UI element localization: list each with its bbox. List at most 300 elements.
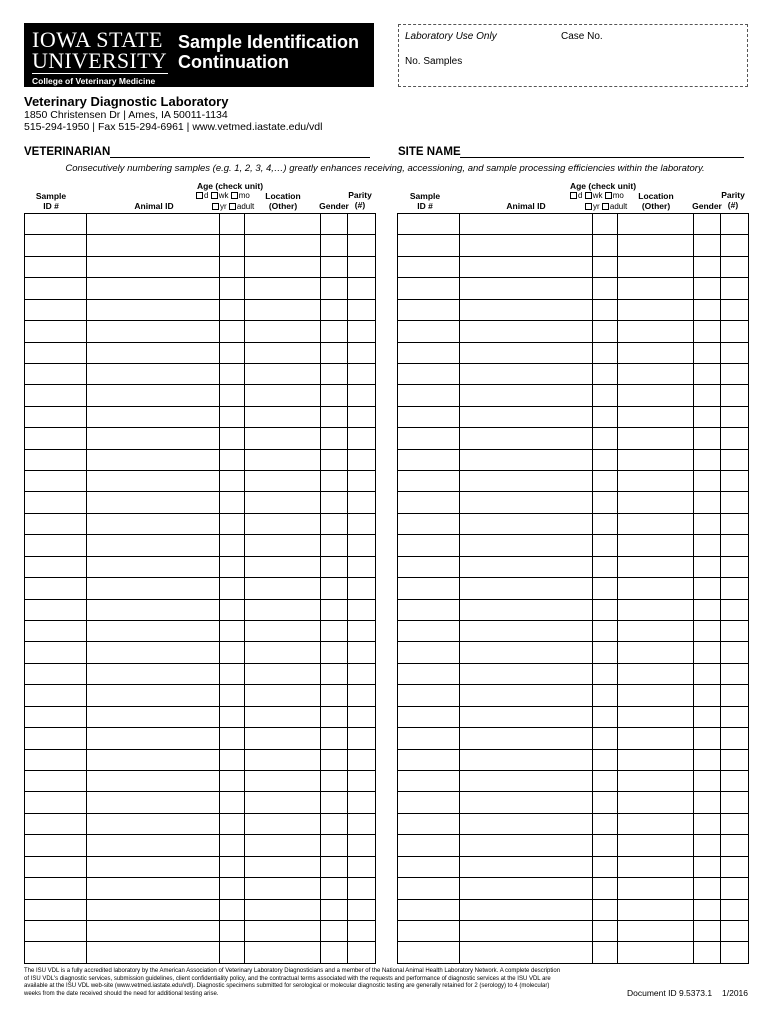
cell-age[interactable] (593, 835, 618, 856)
cell-animal-id[interactable] (87, 792, 220, 813)
cell-animal-id[interactable] (460, 835, 593, 856)
cell-sample-id[interactable] (398, 749, 460, 770)
cell-gender[interactable] (694, 406, 721, 427)
cell-gender[interactable] (694, 813, 721, 834)
cell-location[interactable] (618, 920, 694, 941)
cell-age[interactable] (593, 385, 618, 406)
cell-location[interactable] (618, 878, 694, 899)
cell-gender[interactable] (694, 471, 721, 492)
cell-gender[interactable] (321, 899, 348, 920)
cell-sample-id[interactable] (398, 899, 460, 920)
cell-gender[interactable] (321, 770, 348, 791)
cell-sample-id[interactable] (25, 728, 87, 749)
cell-gender[interactable] (321, 728, 348, 749)
cell-sample-id[interactable] (25, 449, 87, 470)
cell-sample-id[interactable] (398, 856, 460, 877)
cell-location[interactable] (618, 299, 694, 320)
cell-sample-id[interactable] (398, 920, 460, 941)
cell-age[interactable] (220, 706, 245, 727)
cell-gender[interactable] (694, 728, 721, 749)
checkbox-year[interactable] (212, 203, 219, 210)
cell-age[interactable] (220, 406, 245, 427)
cell-sample-id[interactable] (398, 878, 460, 899)
cell-location[interactable] (618, 685, 694, 706)
checkbox-year[interactable] (585, 203, 592, 210)
cell-parity[interactable] (348, 535, 376, 556)
cell-sample-id[interactable] (25, 278, 87, 299)
cell-animal-id[interactable] (460, 492, 593, 513)
cell-parity[interactable] (348, 299, 376, 320)
cell-age[interactable] (220, 770, 245, 791)
cell-gender[interactable] (694, 599, 721, 620)
cell-parity[interactable] (721, 406, 749, 427)
cell-animal-id[interactable] (460, 449, 593, 470)
checkbox-day[interactable] (196, 192, 203, 199)
cell-location[interactable] (245, 214, 321, 235)
cell-parity[interactable] (348, 685, 376, 706)
cell-age[interactable] (220, 920, 245, 941)
cell-age[interactable] (220, 513, 245, 534)
cell-animal-id[interactable] (87, 813, 220, 834)
cell-age[interactable] (220, 728, 245, 749)
cell-animal-id[interactable] (460, 770, 593, 791)
cell-sample-id[interactable] (398, 471, 460, 492)
cell-gender[interactable] (694, 214, 721, 235)
cell-animal-id[interactable] (87, 406, 220, 427)
cell-sample-id[interactable] (25, 342, 87, 363)
cell-age[interactable] (593, 663, 618, 684)
cell-animal-id[interactable] (460, 642, 593, 663)
cell-age[interactable] (593, 599, 618, 620)
cell-gender[interactable] (694, 556, 721, 577)
cell-gender[interactable] (694, 792, 721, 813)
cell-sample-id[interactable] (398, 235, 460, 256)
cell-parity[interactable] (348, 406, 376, 427)
cell-animal-id[interactable] (87, 942, 220, 963)
cell-age[interactable] (220, 235, 245, 256)
cell-age[interactable] (593, 428, 618, 449)
cell-location[interactable] (618, 428, 694, 449)
cell-age[interactable] (593, 706, 618, 727)
checkbox-week[interactable] (211, 192, 218, 199)
cell-location[interactable] (245, 428, 321, 449)
cell-parity[interactable] (348, 235, 376, 256)
cell-animal-id[interactable] (460, 535, 593, 556)
cell-age[interactable] (593, 214, 618, 235)
cell-location[interactable] (245, 471, 321, 492)
cell-sample-id[interactable] (25, 214, 87, 235)
cell-location[interactable] (245, 406, 321, 427)
cell-animal-id[interactable] (87, 920, 220, 941)
cell-gender[interactable] (321, 685, 348, 706)
cell-parity[interactable] (721, 299, 749, 320)
cell-location[interactable] (245, 728, 321, 749)
cell-parity[interactable] (348, 642, 376, 663)
cell-location[interactable] (618, 621, 694, 642)
cell-location[interactable] (618, 749, 694, 770)
cell-animal-id[interactable] (87, 899, 220, 920)
cell-location[interactable] (245, 449, 321, 470)
cell-animal-id[interactable] (460, 792, 593, 813)
cell-age[interactable] (593, 685, 618, 706)
cell-gender[interactable] (321, 556, 348, 577)
cell-parity[interactable] (721, 214, 749, 235)
cell-location[interactable] (618, 599, 694, 620)
cell-animal-id[interactable] (460, 813, 593, 834)
cell-age[interactable] (593, 556, 618, 577)
cell-animal-id[interactable] (460, 942, 593, 963)
cell-location[interactable] (245, 556, 321, 577)
cell-location[interactable] (245, 813, 321, 834)
cell-parity[interactable] (721, 278, 749, 299)
cell-age[interactable] (220, 449, 245, 470)
cell-location[interactable] (618, 363, 694, 384)
cell-gender[interactable] (694, 878, 721, 899)
cell-animal-id[interactable] (87, 214, 220, 235)
site-name-input-line[interactable] (460, 157, 744, 158)
cell-gender[interactable] (694, 685, 721, 706)
cell-animal-id[interactable] (460, 278, 593, 299)
cell-age[interactable] (220, 256, 245, 277)
cell-sample-id[interactable] (25, 599, 87, 620)
cell-animal-id[interactable] (460, 385, 593, 406)
cell-gender[interactable] (321, 878, 348, 899)
cell-gender[interactable] (694, 299, 721, 320)
cell-age[interactable] (593, 535, 618, 556)
cell-sample-id[interactable] (398, 406, 460, 427)
cell-gender[interactable] (321, 342, 348, 363)
cell-location[interactable] (245, 363, 321, 384)
cell-age[interactable] (220, 471, 245, 492)
cell-sample-id[interactable] (25, 770, 87, 791)
cell-age[interactable] (220, 792, 245, 813)
cell-gender[interactable] (321, 642, 348, 663)
cell-parity[interactable] (348, 278, 376, 299)
cell-sample-id[interactable] (25, 556, 87, 577)
cell-animal-id[interactable] (87, 770, 220, 791)
cell-parity[interactable] (721, 342, 749, 363)
cell-animal-id[interactable] (87, 256, 220, 277)
cell-sample-id[interactable] (398, 428, 460, 449)
cell-sample-id[interactable] (25, 663, 87, 684)
cell-age[interactable] (220, 878, 245, 899)
cell-parity[interactable] (721, 942, 749, 963)
cell-age[interactable] (220, 428, 245, 449)
cell-gender[interactable] (694, 706, 721, 727)
cell-age[interactable] (220, 942, 245, 963)
cell-age[interactable] (220, 749, 245, 770)
cell-gender[interactable] (321, 578, 348, 599)
cell-parity[interactable] (348, 599, 376, 620)
cell-age[interactable] (220, 578, 245, 599)
cell-sample-id[interactable] (25, 899, 87, 920)
cell-location[interactable] (245, 492, 321, 513)
case-no-field[interactable]: Case No. (561, 31, 603, 42)
cell-parity[interactable] (348, 621, 376, 642)
cell-animal-id[interactable] (460, 599, 593, 620)
cell-parity[interactable] (721, 535, 749, 556)
cell-gender[interactable] (694, 256, 721, 277)
cell-gender[interactable] (321, 214, 348, 235)
cell-location[interactable] (245, 878, 321, 899)
cell-sample-id[interactable] (25, 363, 87, 384)
cell-animal-id[interactable] (87, 449, 220, 470)
cell-animal-id[interactable] (87, 878, 220, 899)
cell-parity[interactable] (348, 813, 376, 834)
cell-location[interactable] (618, 835, 694, 856)
cell-location[interactable] (618, 256, 694, 277)
cell-parity[interactable] (721, 770, 749, 791)
cell-age[interactable] (593, 749, 618, 770)
cell-sample-id[interactable] (398, 792, 460, 813)
cell-age[interactable] (593, 406, 618, 427)
cell-animal-id[interactable] (460, 513, 593, 534)
cell-gender[interactable] (321, 449, 348, 470)
cell-sample-id[interactable] (25, 406, 87, 427)
cell-parity[interactable] (348, 899, 376, 920)
cell-age[interactable] (593, 513, 618, 534)
cell-animal-id[interactable] (460, 321, 593, 342)
cell-gender[interactable] (321, 599, 348, 620)
cell-gender[interactable] (694, 770, 721, 791)
cell-gender[interactable] (694, 513, 721, 534)
cell-animal-id[interactable] (87, 706, 220, 727)
cell-location[interactable] (618, 728, 694, 749)
cell-sample-id[interactable] (398, 342, 460, 363)
cell-age[interactable] (220, 535, 245, 556)
cell-parity[interactable] (348, 342, 376, 363)
cell-animal-id[interactable] (460, 856, 593, 877)
cell-parity[interactable] (348, 942, 376, 963)
cell-gender[interactable] (694, 363, 721, 384)
cell-sample-id[interactable] (25, 492, 87, 513)
cell-location[interactable] (245, 599, 321, 620)
cell-location[interactable] (245, 749, 321, 770)
cell-location[interactable] (618, 663, 694, 684)
cell-sample-id[interactable] (25, 642, 87, 663)
cell-sample-id[interactable] (398, 513, 460, 534)
cell-gender[interactable] (321, 513, 348, 534)
cell-location[interactable] (618, 449, 694, 470)
cell-age[interactable] (593, 471, 618, 492)
cell-sample-id[interactable] (398, 535, 460, 556)
cell-age[interactable] (593, 256, 618, 277)
cell-location[interactable] (245, 792, 321, 813)
cell-age[interactable] (220, 321, 245, 342)
cell-animal-id[interactable] (87, 385, 220, 406)
cell-animal-id[interactable] (87, 235, 220, 256)
cell-animal-id[interactable] (87, 321, 220, 342)
cell-parity[interactable] (348, 878, 376, 899)
cell-gender[interactable] (321, 406, 348, 427)
cell-sample-id[interactable] (25, 706, 87, 727)
cell-parity[interactable] (348, 321, 376, 342)
cell-age[interactable] (220, 385, 245, 406)
cell-animal-id[interactable] (460, 621, 593, 642)
cell-parity[interactable] (348, 749, 376, 770)
cell-animal-id[interactable] (460, 920, 593, 941)
cell-location[interactable] (245, 578, 321, 599)
cell-gender[interactable] (694, 621, 721, 642)
cell-parity[interactable] (721, 899, 749, 920)
cell-sample-id[interactable] (398, 449, 460, 470)
cell-gender[interactable] (694, 385, 721, 406)
cell-age[interactable] (220, 492, 245, 513)
cell-sample-id[interactable] (398, 321, 460, 342)
cell-gender[interactable] (694, 642, 721, 663)
cell-sample-id[interactable] (25, 813, 87, 834)
cell-animal-id[interactable] (87, 299, 220, 320)
cell-location[interactable] (618, 642, 694, 663)
cell-animal-id[interactable] (460, 363, 593, 384)
checkbox-day[interactable] (570, 192, 577, 199)
cell-location[interactable] (245, 235, 321, 256)
cell-location[interactable] (618, 321, 694, 342)
cell-age[interactable] (220, 599, 245, 620)
cell-animal-id[interactable] (460, 578, 593, 599)
cell-location[interactable] (245, 835, 321, 856)
cell-gender[interactable] (694, 492, 721, 513)
cell-parity[interactable] (721, 449, 749, 470)
cell-location[interactable] (245, 920, 321, 941)
cell-gender[interactable] (321, 235, 348, 256)
checkbox-month[interactable] (605, 192, 612, 199)
cell-animal-id[interactable] (87, 599, 220, 620)
cell-gender[interactable] (694, 942, 721, 963)
cell-parity[interactable] (348, 792, 376, 813)
cell-animal-id[interactable] (460, 299, 593, 320)
cell-age[interactable] (593, 642, 618, 663)
cell-sample-id[interactable] (25, 942, 87, 963)
cell-age[interactable] (593, 449, 618, 470)
cell-age[interactable] (220, 835, 245, 856)
cell-gender[interactable] (321, 663, 348, 684)
cell-sample-id[interactable] (25, 685, 87, 706)
cell-parity[interactable] (348, 214, 376, 235)
cell-gender[interactable] (321, 942, 348, 963)
cell-location[interactable] (245, 706, 321, 727)
cell-animal-id[interactable] (460, 728, 593, 749)
cell-parity[interactable] (348, 728, 376, 749)
cell-parity[interactable] (721, 321, 749, 342)
cell-sample-id[interactable] (398, 706, 460, 727)
cell-gender[interactable] (694, 663, 721, 684)
cell-age[interactable] (220, 813, 245, 834)
cell-gender[interactable] (321, 856, 348, 877)
cell-sample-id[interactable] (25, 385, 87, 406)
cell-parity[interactable] (721, 621, 749, 642)
cell-location[interactable] (245, 899, 321, 920)
cell-parity[interactable] (348, 578, 376, 599)
cell-gender[interactable] (694, 235, 721, 256)
cell-age[interactable] (593, 578, 618, 599)
cell-age[interactable] (593, 792, 618, 813)
cell-location[interactable] (245, 513, 321, 534)
cell-sample-id[interactable] (25, 920, 87, 941)
cell-gender[interactable] (321, 256, 348, 277)
cell-gender[interactable] (694, 835, 721, 856)
cell-sample-id[interactable] (398, 835, 460, 856)
cell-animal-id[interactable] (87, 578, 220, 599)
cell-parity[interactable] (721, 642, 749, 663)
cell-age[interactable] (220, 621, 245, 642)
cell-location[interactable] (245, 642, 321, 663)
cell-age[interactable] (593, 299, 618, 320)
cell-age[interactable] (220, 856, 245, 877)
cell-age[interactable] (593, 278, 618, 299)
cell-sample-id[interactable] (25, 878, 87, 899)
cell-age[interactable] (220, 663, 245, 684)
cell-sample-id[interactable] (25, 578, 87, 599)
cell-location[interactable] (245, 621, 321, 642)
cell-gender[interactable] (321, 535, 348, 556)
cell-location[interactable] (245, 942, 321, 963)
cell-animal-id[interactable] (87, 685, 220, 706)
cell-animal-id[interactable] (460, 471, 593, 492)
cell-parity[interactable] (348, 363, 376, 384)
cell-age[interactable] (593, 856, 618, 877)
cell-animal-id[interactable] (460, 342, 593, 363)
cell-animal-id[interactable] (87, 728, 220, 749)
cell-location[interactable] (618, 342, 694, 363)
cell-sample-id[interactable] (398, 385, 460, 406)
cell-location[interactable] (618, 792, 694, 813)
cell-location[interactable] (245, 685, 321, 706)
cell-animal-id[interactable] (87, 556, 220, 577)
cell-age[interactable] (220, 685, 245, 706)
cell-sample-id[interactable] (398, 813, 460, 834)
cell-location[interactable] (618, 492, 694, 513)
cell-location[interactable] (618, 770, 694, 791)
cell-animal-id[interactable] (460, 706, 593, 727)
cell-sample-id[interactable] (25, 235, 87, 256)
cell-location[interactable] (245, 321, 321, 342)
cell-sample-id[interactable] (398, 942, 460, 963)
cell-animal-id[interactable] (460, 556, 593, 577)
cell-gender[interactable] (694, 749, 721, 770)
cell-parity[interactable] (348, 920, 376, 941)
cell-animal-id[interactable] (460, 749, 593, 770)
cell-parity[interactable] (721, 728, 749, 749)
cell-age[interactable] (593, 363, 618, 384)
cell-animal-id[interactable] (460, 406, 593, 427)
cell-age[interactable] (593, 621, 618, 642)
cell-gender[interactable] (321, 299, 348, 320)
cell-animal-id[interactable] (87, 428, 220, 449)
cell-parity[interactable] (721, 792, 749, 813)
cell-parity[interactable] (721, 878, 749, 899)
cell-age[interactable] (593, 878, 618, 899)
cell-gender[interactable] (694, 920, 721, 941)
cell-parity[interactable] (721, 492, 749, 513)
cell-sample-id[interactable] (25, 835, 87, 856)
cell-sample-id[interactable] (25, 513, 87, 534)
cell-parity[interactable] (348, 556, 376, 577)
cell-age[interactable] (593, 235, 618, 256)
cell-location[interactable] (245, 385, 321, 406)
cell-parity[interactable] (721, 813, 749, 834)
cell-age[interactable] (220, 299, 245, 320)
cell-animal-id[interactable] (460, 256, 593, 277)
veterinarian-input-line[interactable] (110, 157, 370, 158)
cell-location[interactable] (618, 471, 694, 492)
cell-parity[interactable] (721, 663, 749, 684)
cell-gender[interactable] (321, 363, 348, 384)
cell-parity[interactable] (721, 471, 749, 492)
cell-age[interactable] (593, 920, 618, 941)
cell-age[interactable] (220, 214, 245, 235)
cell-parity[interactable] (721, 685, 749, 706)
